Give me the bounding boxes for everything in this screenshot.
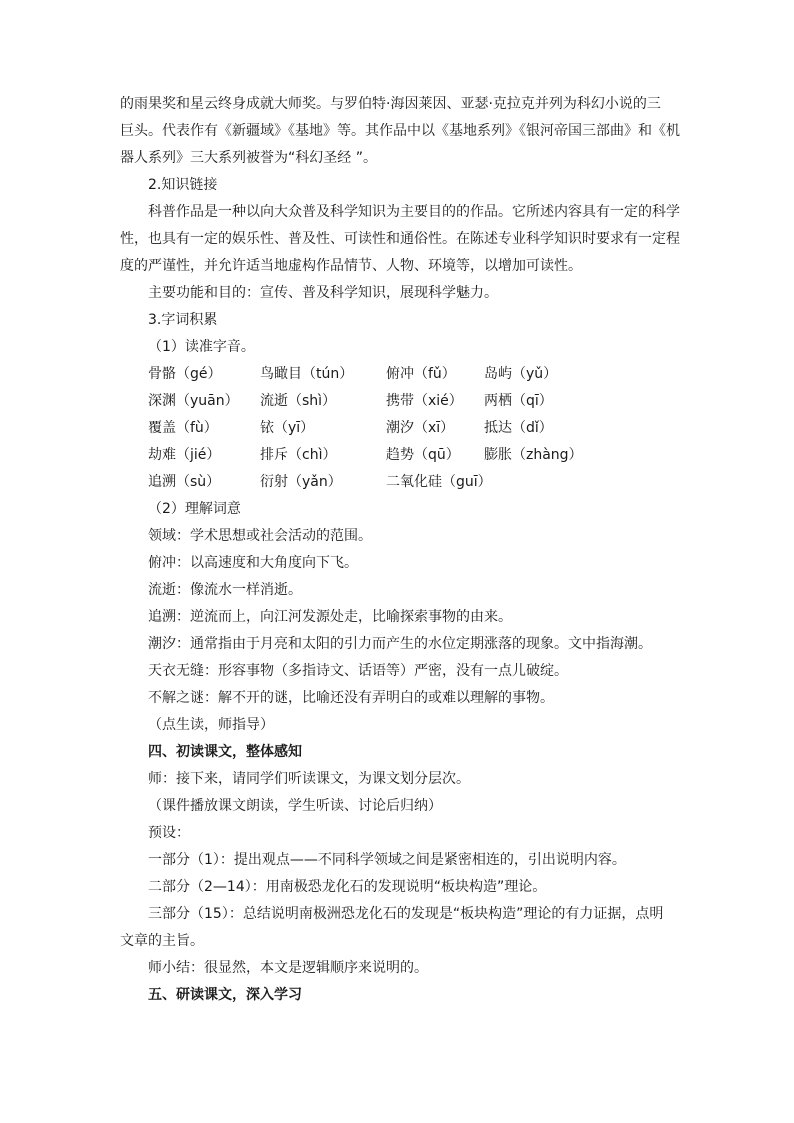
vocab-row (120, 415, 680, 442)
definition-item: 俯冲：以高速度和大角度向下飞。 (148, 555, 358, 571)
vocab-item: 深渊（yuān） (148, 393, 239, 409)
page-content (120, 91, 680, 1009)
meaning-subheading: （2）理解词意 (148, 501, 241, 517)
activity-note: （课件播放课文朗读，学生听读、讨论后归纳） (148, 798, 442, 814)
definition-item: 追溯：逆流而上，向江河发源处走，比喻探索事物的由来。 (148, 609, 512, 625)
vocab-item: 膨胀（zhàng） (484, 447, 583, 463)
vocab-item: 劫难（jié） (148, 447, 221, 463)
vocab-item: 潮汐（xī） (386, 420, 455, 436)
intro-line-1: 的雨果奖和星云终身成就大师奖。与罗伯特·海因莱因、亚瑟·克拉克并列为科幻小说的三 (120, 96, 661, 112)
definition-item: 潮汐：通常指由于月亮和太阳的引力而产生的水位定期涨落的现象。文中指海潮。 (148, 636, 652, 652)
vocab-item: 趋势（qū） (386, 447, 460, 463)
vocab-item: 二氧化硅（guī） (386, 474, 492, 490)
vocab-row (120, 442, 680, 469)
definition-item: 领域：学术思想或社会活动的范围。 (148, 528, 372, 544)
part-3-line-2: 文章的主旨。 (120, 933, 204, 949)
vocab-item: 鸟瞰目（tún） (260, 366, 354, 382)
vocab-item: 排斥（chì） (260, 447, 337, 463)
words-heading: 3.字词积累 (148, 312, 218, 328)
vocab-row (120, 388, 680, 415)
vocab-item: 抵达（dǐ） (484, 420, 553, 436)
knowledge-paragraph-line-2: 性，也具有一定的娱乐性、普及性、可读性和通俗性。在陈述专业科学知识时要求有一定程 (120, 231, 680, 247)
vocab-item: 俯冲（fǔ） (386, 366, 456, 382)
section-4-heading: 四、初读课文，整体感知 (148, 744, 302, 760)
knowledge-paragraph-line-3: 度的严谨性，并允许适当地虚构作品情节、人物、环境等，以增加可读性。 (120, 258, 582, 274)
vocab-item: 骨骼（gé） (148, 366, 222, 382)
definition-item: 不解之谜：解不开的谜，比喻还没有弄明白的或难以理解的事物。 (148, 690, 554, 706)
knowledge-heading: 2.知识链接 (148, 177, 218, 193)
vocab-item: 流逝（shì） (260, 393, 337, 409)
part-3-line-1: 三部分（15）：总结说明南极洲恐龙化石的发现是“板块构造”理论的有力证据，点明 (148, 906, 664, 922)
vocab-item: 追溯（sù） (148, 474, 221, 490)
vocab-item: 衍射（yǎn） (260, 474, 342, 490)
vocab-item: 携带（xié） (386, 393, 463, 409)
teacher-summary: 师小结：很显然，本文是逻辑顺序来说明的。 (148, 960, 428, 976)
vocab-item: 岛屿（yǔ） (484, 366, 558, 382)
section-5-heading: 五、研读课文，深入学习 (148, 987, 302, 1003)
vocab-row (120, 469, 680, 496)
part-1: 一部分（1）：提出观点——不同科学领域之间是紧密相连的，引出说明内容。 (148, 852, 626, 868)
teaching-note: （点生读，师指导） (148, 717, 274, 733)
vocab-item: 铱（yī） (260, 420, 315, 436)
definition-item: 流逝：像流水一样消逝。 (148, 582, 302, 598)
pronunciation-subheading: （1）读准字音。 (148, 339, 255, 355)
vocab-item: 两栖（qī） (484, 393, 553, 409)
vocab-row (120, 361, 680, 388)
part-2: 二部分（2—14）：用南极恐龙化石的发现说明“板块构造”理论。 (148, 879, 547, 895)
vocab-item (484, 469, 604, 496)
vocab-item: 覆盖（fù） (148, 420, 218, 436)
intro-line-2: 巨头。代表作有《新疆域》《基地》等。其作品中以《基地系列》《银河帝国三部曲》和《机 (120, 123, 680, 139)
knowledge-paragraph-line-1: 科普作品是一种以向大众普及科学知识为主要目的的作品。它所述内容具有一定的科学 (148, 204, 680, 220)
intro-line-3: 器人系列》三大系列被誉为“科幻圣经 ”。 (120, 150, 377, 166)
preset-label: 预设： (148, 825, 190, 841)
definition-item: 天衣无缝：形容事物（多指诗文、话语等）严密，没有一点儿破绽。 (148, 663, 568, 679)
teacher-instruction: 师：接下来，请同学们听读课文，为课文划分层次。 (148, 771, 470, 787)
knowledge-function: 主要功能和目的：宣传、普及科学知识，展现科学魅力。 (148, 285, 498, 301)
